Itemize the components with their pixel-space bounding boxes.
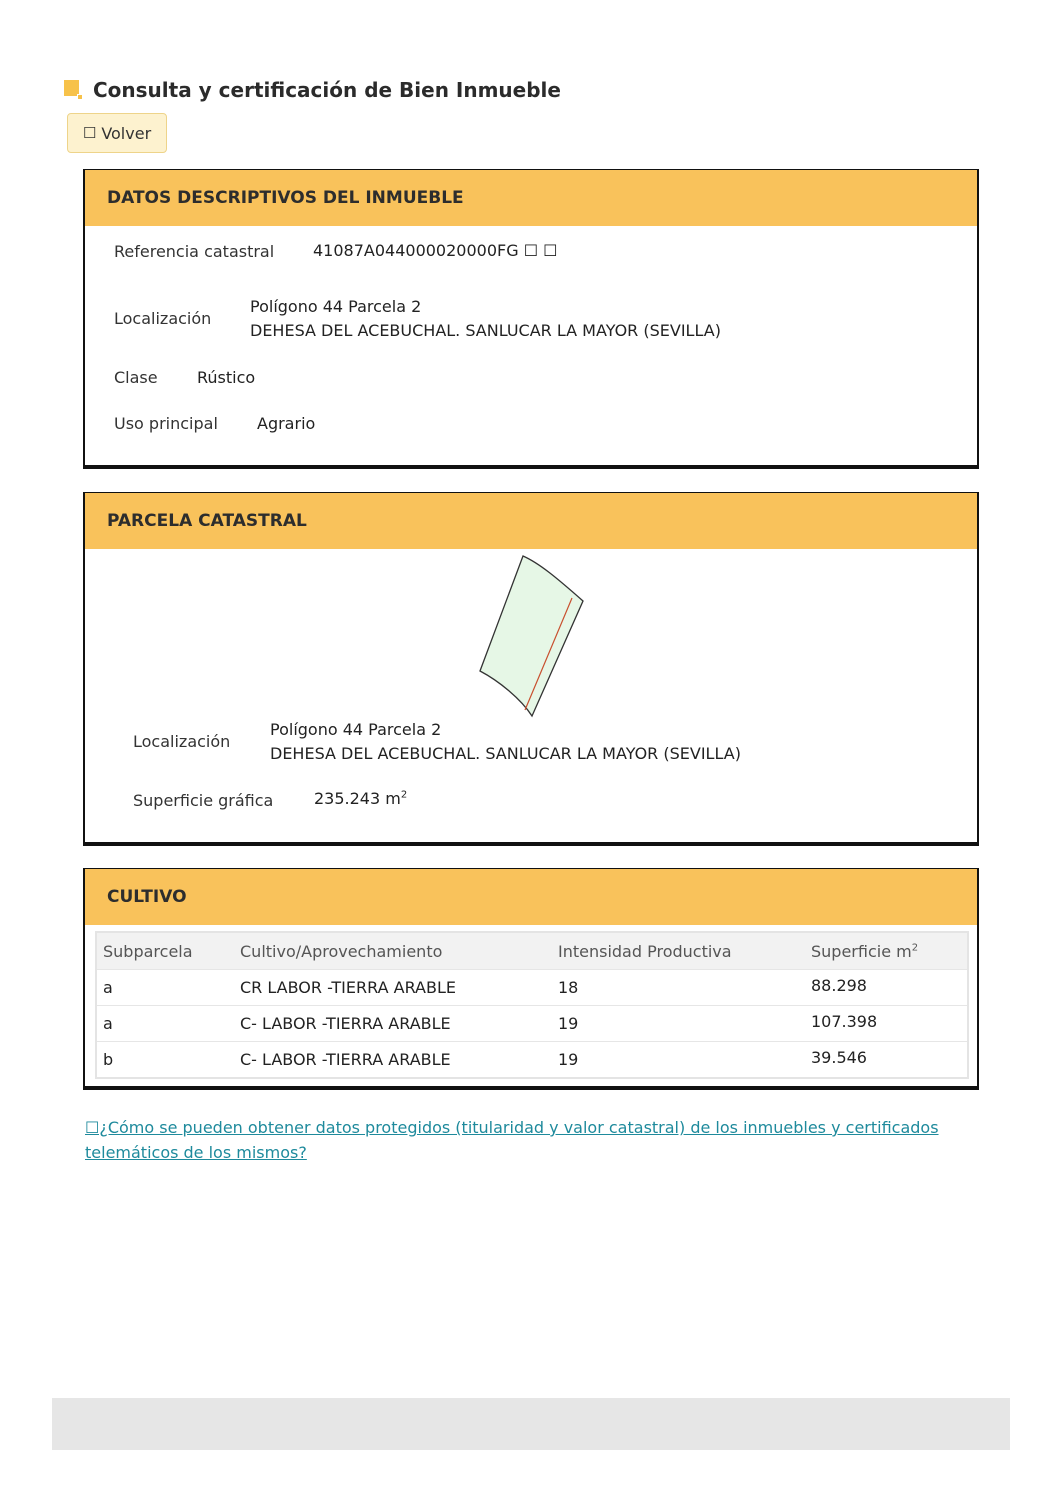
panel-heading: PARCELA CATASTRAL — [85, 493, 977, 549]
table-cell: C- LABOR -TIERRA ARABLE — [240, 1014, 451, 1033]
back-button-label: Volver — [101, 123, 152, 143]
page-title-row — [64, 78, 561, 102]
table-row — [97, 1041, 967, 1077]
table-cell: a — [103, 978, 113, 997]
referencia-value[interactable]: 41087A044000020000FG ☐ ☐ — [313, 241, 558, 260]
table-header-row — [97, 933, 967, 969]
localizacion-line2: DEHESA DEL ACEBUCHAL. SANLUCAR LA MAYOR (SEVILLA) — [270, 744, 741, 763]
panel-heading: CULTIVO — [85, 869, 977, 925]
referencia-label: Referencia catastral — [114, 242, 275, 261]
back-button[interactable] — [67, 113, 167, 153]
table-cell: 19 — [558, 1014, 579, 1033]
localizacion-line2: DEHESA DEL ACEBUCHAL. SANLUCAR LA MAYOR (SEVILLA) — [250, 321, 721, 340]
column-header: Intensidad Productiva — [558, 941, 732, 961]
parcel-map[interactable] — [477, 553, 587, 718]
localizacion-label: Localización — [133, 732, 231, 751]
column-header: Superficie $m^2$ — [811, 941, 919, 961]
table-cell: a — [103, 1014, 113, 1033]
table-cell: b — [103, 1050, 114, 1069]
clase-label: Clase — [114, 368, 158, 387]
table-cell: 107.398 — [811, 1012, 878, 1031]
datos-descriptivos-panel — [83, 169, 979, 469]
localizacion-line1: Polígono 44 Parcela 2 — [250, 297, 422, 316]
parcel-shape — [480, 556, 583, 716]
table-cell: CR LABOR -TIERRA ARABLE — [240, 978, 456, 997]
cultivo-table — [95, 931, 969, 1079]
table-row — [97, 969, 967, 1005]
uso-label: Uso principal — [114, 414, 218, 433]
footer-bar — [52, 1398, 1010, 1450]
table-cell: C- LABOR -TIERRA ARABLE — [240, 1050, 451, 1069]
table-row — [97, 1005, 967, 1041]
column-header: Subparcela — [103, 941, 193, 961]
uso-value: Agrario — [257, 414, 316, 433]
table-cell: 88.298 — [811, 976, 867, 995]
table-cell: 39.546 — [811, 1048, 867, 1067]
superficie-label: Superficie gráfica — [133, 791, 274, 810]
cultivo-panel — [83, 868, 979, 1090]
checkbox-glyph-icon: ☐ — [82, 124, 97, 142]
superficie-value: 235.243 $m^2$ — [314, 789, 408, 808]
table-cell: 18 — [558, 978, 579, 997]
panel-heading: DATOS DESCRIPTIVOS DEL INMUEBLE — [85, 170, 977, 226]
parcela-catastral-panel — [83, 492, 979, 846]
clase-value: Rústico — [197, 368, 256, 387]
help-protected-data-link[interactable]: ☐¿Cómo se pueden obtener datos protegidos (titularidad y valor catastral) de los inmuebles y certificados telemáticos de los mismos? — [85, 1118, 939, 1162]
column-header: Cultivo/Aprovechamiento — [240, 941, 443, 961]
page-title: Consulta y certificación de Bien Inmueble — [93, 78, 561, 102]
title-square-icon — [64, 80, 83, 100]
localizacion-label: Localización — [114, 309, 212, 328]
localizacion-line1: Polígono 44 Parcela 2 — [270, 720, 442, 739]
table-cell: 19 — [558, 1050, 579, 1069]
